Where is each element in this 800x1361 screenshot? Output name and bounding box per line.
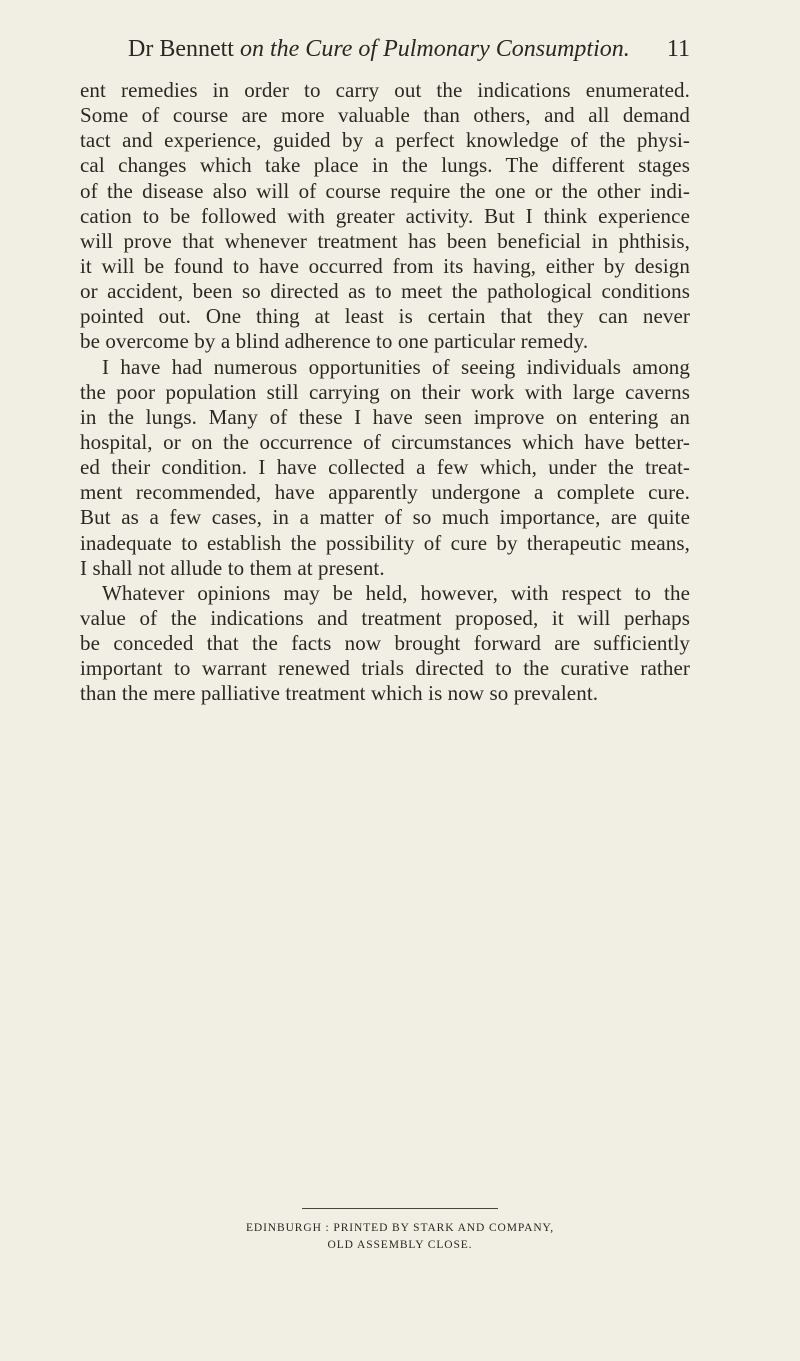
text-line: tact and experience, guided by a perfect knowledge of the physi- — [80, 128, 690, 153]
text-line: value of the indications and treatment proposed, it will perhaps — [80, 605, 690, 630]
divider-rule — [302, 1208, 498, 1209]
text-line: ed their condition. I have collected a few which, under the treat- — [80, 455, 690, 480]
text-line: of the disease also will of course require the one or the other indi- — [80, 178, 690, 203]
text-line: than the mere palliative treatment which is now so prevalent. — [80, 681, 599, 706]
text-line: Some of course are more valuable than others, and all demand — [80, 103, 690, 128]
text-line: cal changes which take place in the lungs. The different stages — [80, 153, 690, 178]
text-line: or accident, been so directed as to meet the pathological conditions — [80, 279, 690, 304]
text-line: I shall not allude to them at present. — [80, 555, 385, 580]
text-line: in the lungs. Many of these I have seen improve on entering an — [80, 404, 690, 429]
paragraph — [80, 78, 690, 355]
text-line: cation to be followed with greater activity. But I think experience — [80, 203, 690, 228]
text-line: the poor population still carrying on their work with large caverns — [80, 379, 690, 404]
text-line: Whatever opinions may be held, however, with respect to the — [102, 580, 690, 605]
page-number: 11 — [666, 36, 690, 62]
running-head-title: on the Cure of Pulmonary Consumption. — [239, 36, 630, 62]
text-line: important to warrant renewed trials directed to the curative rather — [80, 656, 690, 681]
imprint-line: OLD ASSEMBLY CLOSE. — [327, 1239, 473, 1251]
text-line: will prove that whenever treatment has been beneficial in phthisis, — [80, 228, 690, 253]
text-line: inadequate to establish the possibility of cure by therapeutic means, — [80, 530, 690, 555]
text-line: it will be found to have occurred from its having, either by design — [80, 253, 690, 278]
imprint-line: EDINBURGH : PRINTED BY STARK AND COMPANY, — [245, 1222, 555, 1234]
text-line: ent remedies in order to carry out the indications enumerated. — [80, 78, 690, 102]
text-line: pointed out. One thing at least is certain that they can never — [80, 304, 690, 329]
running-head-author: Dr Bennett — [128, 36, 234, 62]
text-line: hospital, or on the occurrence of circumstances which have better- — [80, 429, 690, 454]
body-text — [80, 78, 690, 707]
paragraph — [80, 355, 690, 581]
paragraph — [80, 581, 690, 707]
text-line: be overcome by a blind adherence to one particular remedy. — [80, 329, 589, 354]
text-line: ment recommended, have apparently undergone a complete cure. — [80, 480, 690, 505]
text-line: be conceded that the facts now brought forward are sufficiently — [80, 631, 690, 656]
running-head — [128, 34, 690, 64]
printer-imprint — [0, 1220, 800, 1254]
text-line: But as a few cases, in a matter of so much importance, are quite — [80, 505, 690, 530]
text-line: I have had numerous opportunities of seeing individuals among — [102, 354, 690, 379]
